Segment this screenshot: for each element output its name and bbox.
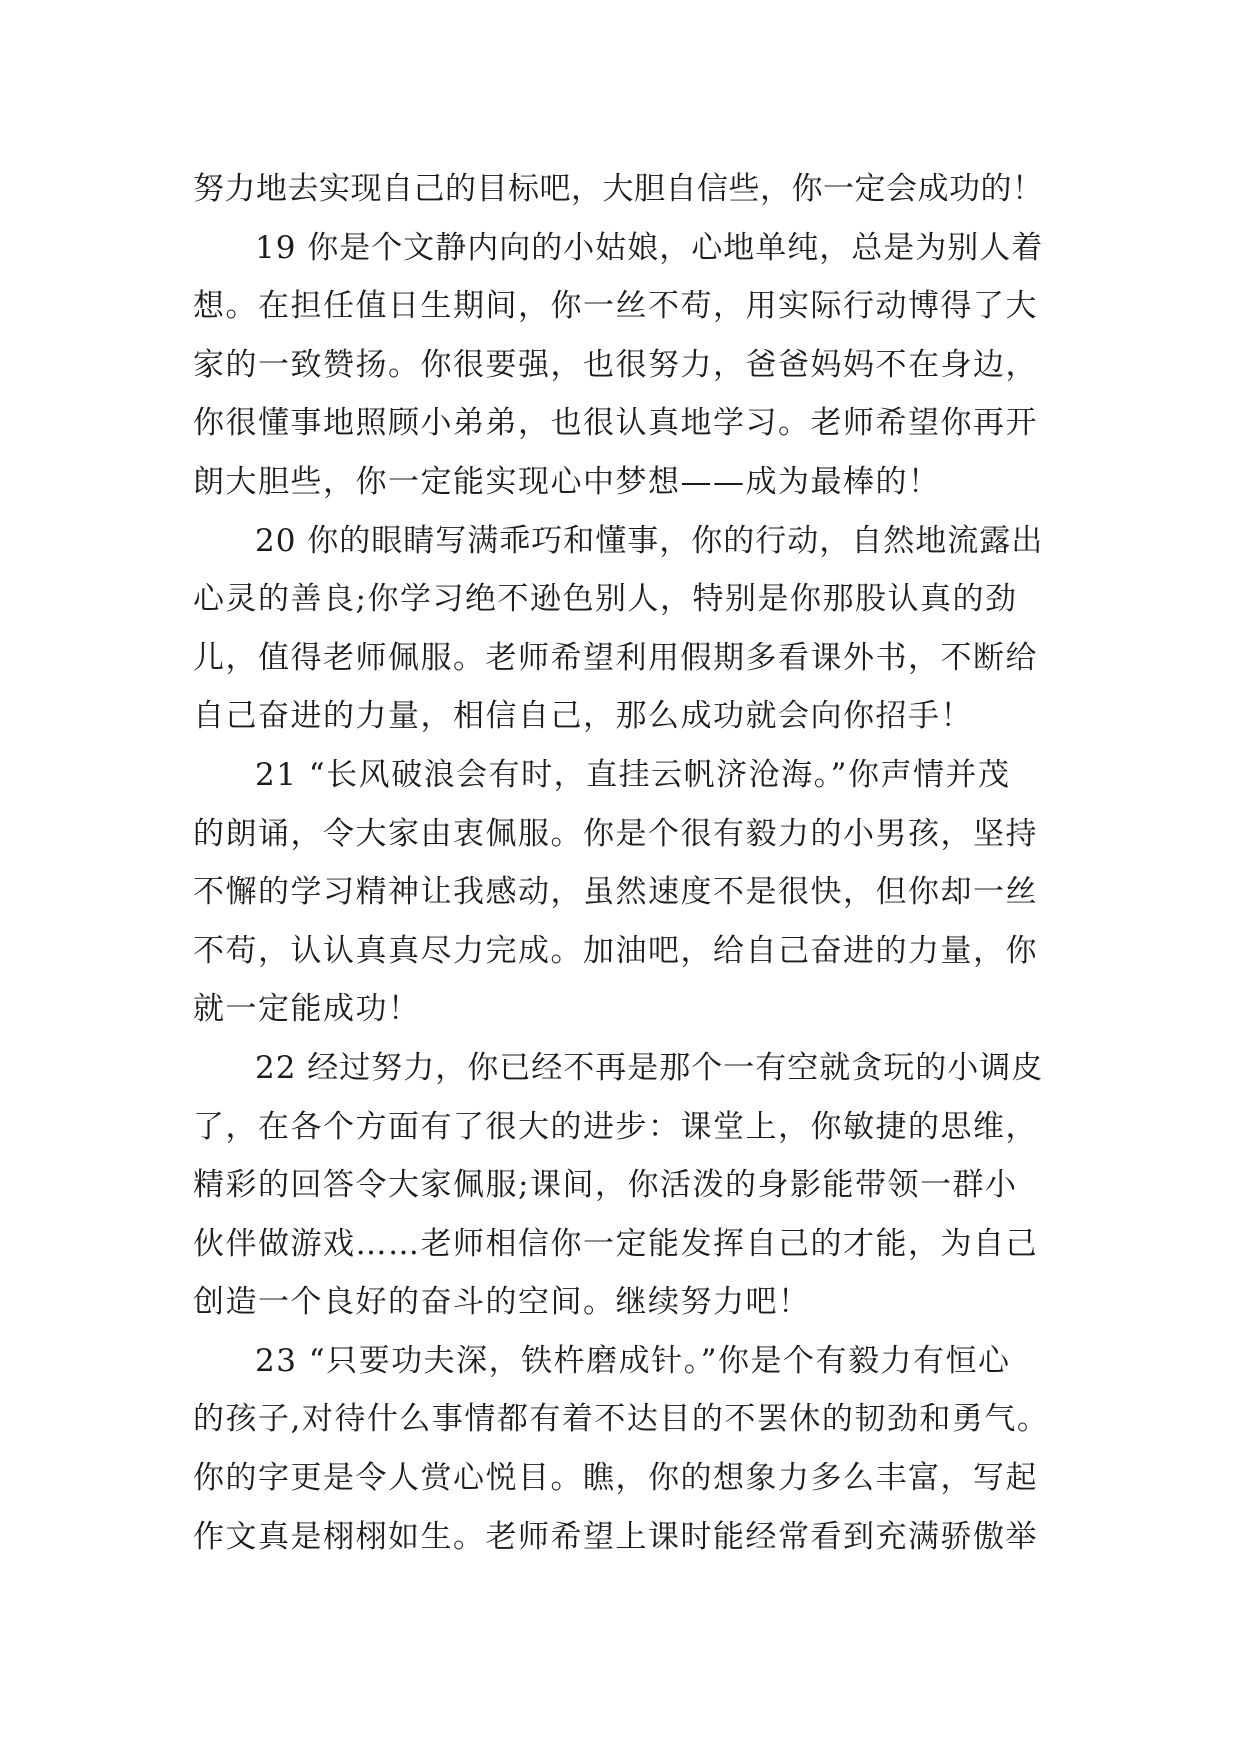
paragraph-19-line: 19 你是个文静内向的小姑娘，心地单纯，总是为别人着 bbox=[255, 229, 1044, 266]
paragraph-23-line: 23 “只要功夫深，铁杵磨成针。”你是个有毅力有恒心 bbox=[255, 1342, 1011, 1379]
text-line: 想。在担任值日生期间，你一丝不苟，用实际行动博得了大 bbox=[193, 288, 1038, 325]
text-line: 你的字更是令人赏心悦目。瞧，你的想象力多么丰富，写起 bbox=[193, 1460, 1038, 1497]
text-line: 作文真是栩栩如生。老师希望上课时能经常看到充满骄傲举 bbox=[193, 1518, 1038, 1555]
text-line: 自己奋进的力量，相信自己，那么成功就会向你招手！ bbox=[193, 698, 973, 735]
text-line: 家的一致赞扬。你很要强，也很努力，爸爸妈妈不在身边， bbox=[193, 346, 1038, 383]
text-line: 的孩子,对待什么事情都有着不达目的不罢休的韧劲和勇气。 bbox=[193, 1401, 1050, 1438]
text-line: 就一定能成功！ bbox=[193, 991, 421, 1028]
paragraph-22-line: 22 经过努力，你已经不再是那个一有空就贪玩的小调皮 bbox=[255, 1049, 1044, 1086]
paragraph-21-line: 21 “长风破浪会有时，直挂云帆济沧海。”你声情并茂 bbox=[255, 756, 1011, 793]
paragraph-20-line: 20 你的眼睛写满乖巧和懂事，你的行动，自然地流露出 bbox=[255, 522, 1044, 559]
text-line: 精彩的回答令大家佩服;课间，你活泼的身影能带领一群小 bbox=[193, 1167, 1018, 1204]
text-line: 努力地去实现自己的目标吧，大胆自信些，你一定会成功的！ bbox=[193, 171, 1044, 207]
text-line: 你很懂事地照顾小弟弟，也很认真地学习。老师希望你再开 bbox=[193, 405, 1038, 442]
text-line: 了，在各个方面有了很大的进步：课堂上，你敏捷的思维， bbox=[193, 1108, 1038, 1145]
text-line: 的朗诵，令大家由衷佩服。你是个很有毅力的小男孩，坚持 bbox=[193, 815, 1038, 852]
text-line: 不苟，认认真真尽力完成。加油吧，给自己奋进的力量，你 bbox=[193, 932, 1038, 969]
text-line: 心灵的善良;你学习绝不逊色别人，特别是你那股认真的劲 bbox=[193, 581, 1018, 618]
text-line: 不懈的学习精神让我感动，虽然速度不是很快，但你却一丝 bbox=[193, 874, 1038, 911]
document-body bbox=[193, 160, 1053, 1566]
text-line: 朗大胆些，你一定能实现心中梦想——成为最棒的！ bbox=[193, 463, 941, 500]
text-line: 儿，值得老师佩服。老师希望利用假期多看课外书，不断给 bbox=[193, 639, 1038, 676]
text-line: 创造一个良好的奋斗的空间。继续努力吧！ bbox=[193, 1284, 811, 1321]
text-line: 伙伴做游戏……老师相信你一定能发挥自己的才能，为自己 bbox=[193, 1225, 1038, 1262]
